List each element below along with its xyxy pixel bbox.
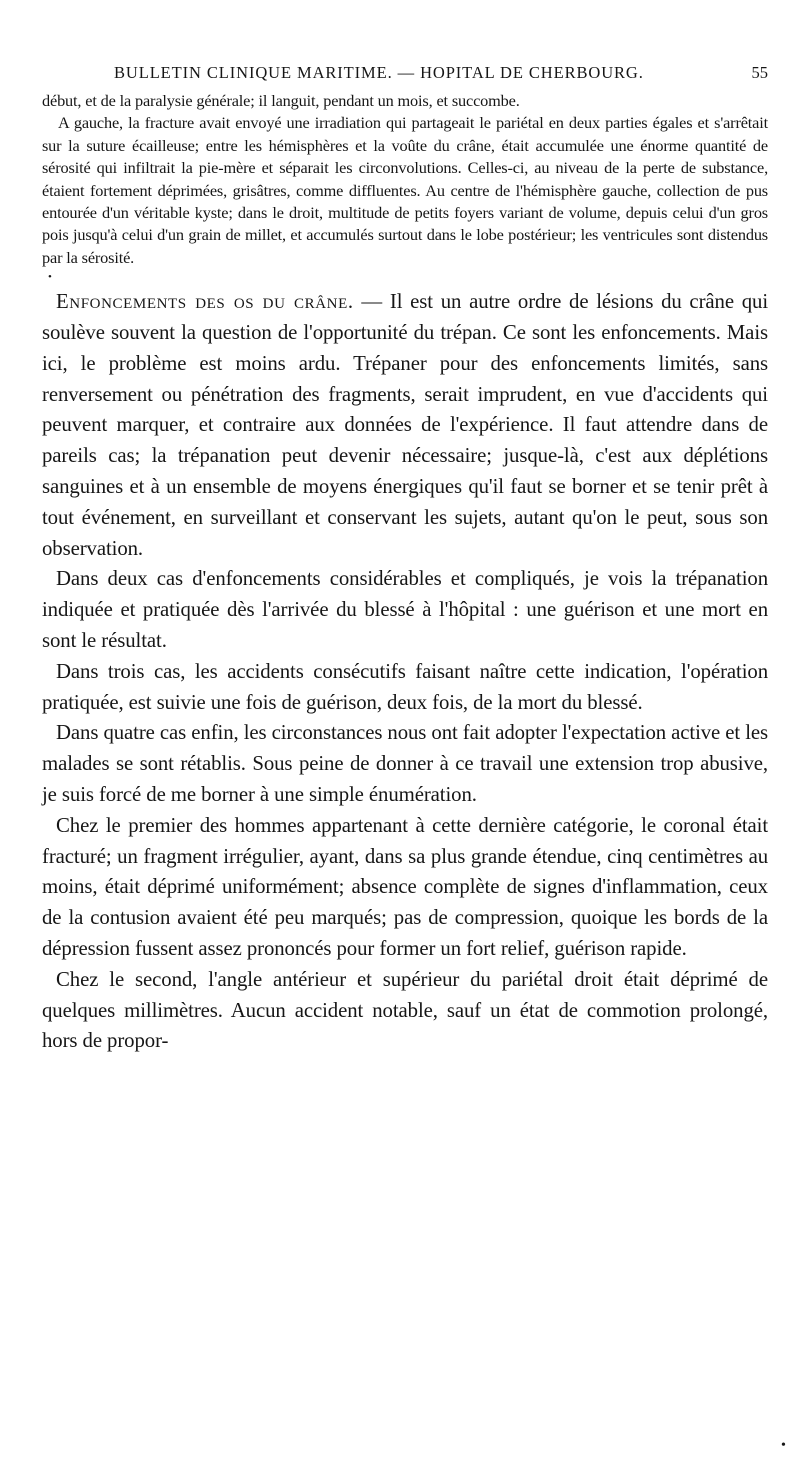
paragraph: Chez le premier des hommes appartenant à cette dernière catégorie, le coronal était fracturé; un fragment irrégulier, ayant, dans sa plus grande étendue, cinq centimètres au moins, était déprimé uniformément; absence complète de signes d'inflammation, ceux de la contusion avaient été peu marqués; pas de compression, quoique les bords de la dépression fussent assez prononcés pour former un fort relief, guérison rapide.: [42, 813, 768, 960]
page-number: 55: [751, 63, 768, 82]
section-paragraph: [42, 287, 768, 564]
book-page: [42, 60, 768, 1057]
main-text-block: [42, 287, 768, 1057]
stray-mark: •: [48, 271, 52, 284]
section-intro: — Il est un autre ordre de lésions du crâne qui soulève souvent la question de l'opportunité du trépan. Ce sont les enfoncements. Mais ici, le problème est moins ardu. Trépaner pour des enfoncements limités, sans renversement ou pénétration des fragments, serait imprudent, en vue d'accidents qui peuvent marquer, et contraire aux données de l'expérience. Il faut attendre dans de pareils cas; la trépanation peut devenir nécessaire; jusque-là, c'est aux déplétions sanguines et à un ensemble de moyens énergiques qu'il faut se borner et se tenir prêt à tout événement, en surveillant et conservant les sujets, autant qu'on le peut, sous son observation.: [42, 290, 768, 560]
paragraph: Chez le second, l'angle antérieur et supérieur du pariétal droit était déprimé de quelques millimètres. Aucun accident notable, sauf un état de commotion prolongé, hors de propor-: [42, 967, 768, 1053]
paragraph: Dans quatre cas enfin, les circonstances nous ont fait adopter l'expectation active et les malades se sont rétablis. Sous peine de donner à ce travail une extension trop abusive, je suis forcé de me borner à une simple énumération.: [42, 721, 768, 806]
section-title: Enfoncements des os du crâne.: [56, 290, 354, 314]
paragraph: Dans trois cas, les accidents consécutifs faisant naître cette indication, l'opération pratiquée, est suivie une fois de guérison, deux fois, de la mort du blessé.: [42, 659, 768, 714]
paragraph: Dans deux cas d'enfoncements considérables et compliqués, je vois la trépanation indiquée et pratiquée dès l'arrivée du blessé à l'hôpital : une guérison et une mort en sont le résultat.: [42, 567, 768, 653]
running-head: [114, 60, 768, 86]
corner-mark: •: [781, 1438, 786, 1453]
paragraph: début, et de la paralysie générale; il languit, pendant un mois, et succombe.: [42, 91, 520, 110]
paragraph: A gauche, la fracture avait envoyé une irradiation qui partageait le pariétal en deux parties égales et s'arrêtait sur la suture écailleuse; entre les hémisphères et la voûte du crâne, était accumulée une énorme quantité de sérosité qui infiltrait la pie-mère et séparait les circonvolutions. Celles-ci, au niveau de la perte de substance, étaient fortement déprimées, grisâtres, comme diffluentes. Au centre de l'hémisphère gauche, collection de pus entourée d'un véritable kyste; dans le droit, multitude de petits foyers variant de volume, depuis celui d'un gros pois jusqu'à celui d'un grain de millet, et accumulés surtout dans le lobe postérieur; les ventricules sont distendus par la sérosité.: [42, 113, 768, 267]
small-print-block: [42, 90, 768, 269]
running-title: BULLETIN CLINIQUE MARITIME. — HOPITAL DE CHERBOURG.: [114, 63, 644, 82]
